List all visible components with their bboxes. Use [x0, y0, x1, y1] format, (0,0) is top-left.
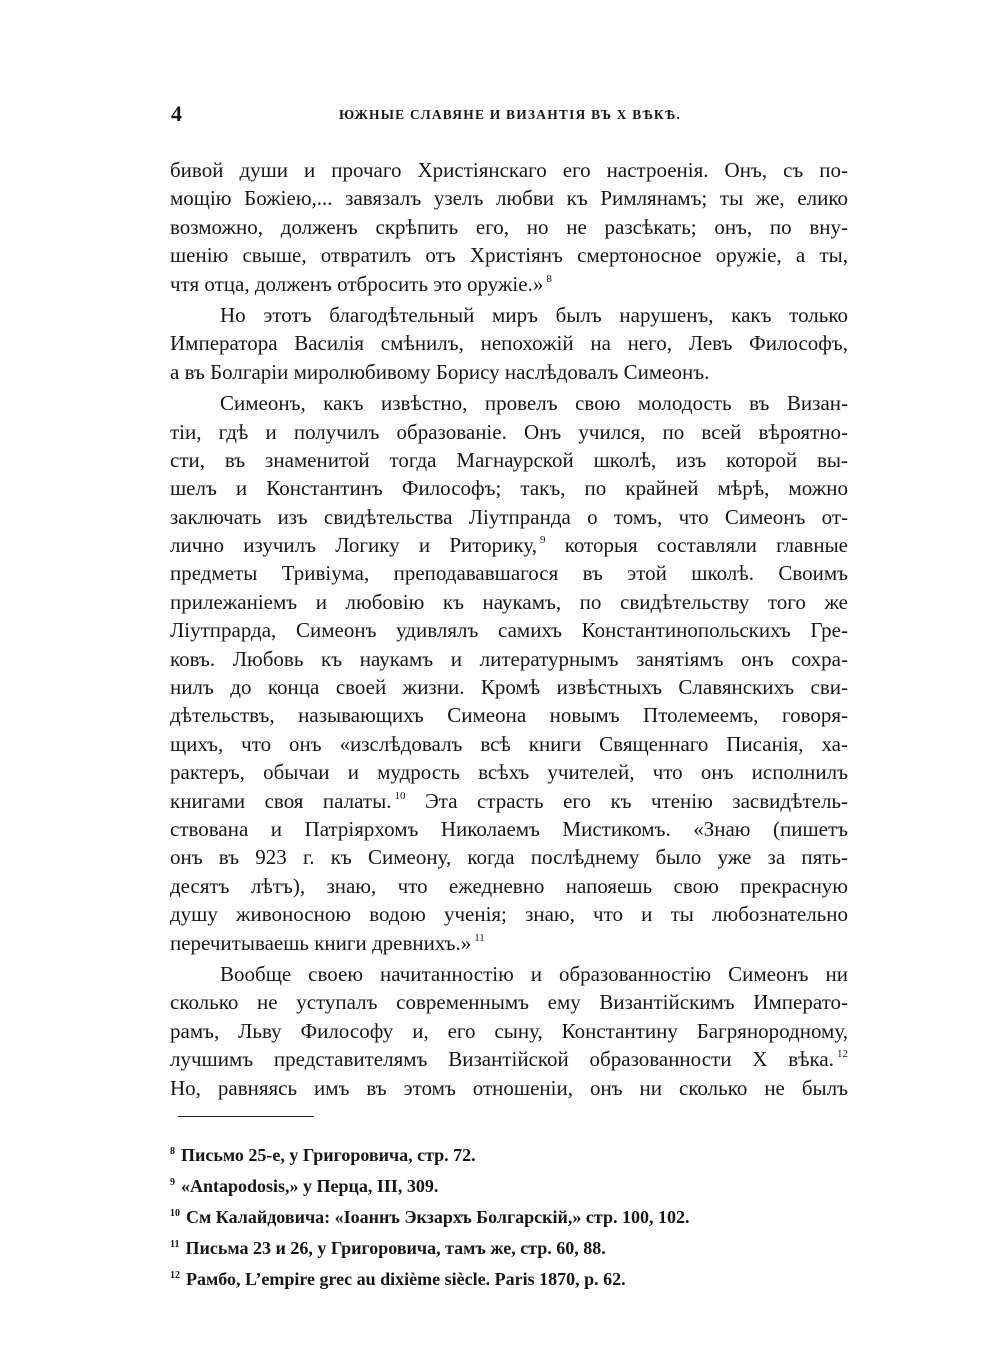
paragraph — [170, 389, 848, 957]
text-line — [170, 645, 848, 673]
text-segment: Императора Василія смѣнилъ, непохожій на него, Левъ Философъ, — [170, 331, 848, 356]
text-line — [170, 730, 848, 758]
text-segment: рактеръ, обычаи и мудрость всѣхъ учителей, что онъ исполнилъ — [170, 760, 848, 785]
text-line — [170, 213, 848, 241]
text-segment: бивой души и прочаго Христіянскаго его настроенія. Онъ, съ по- — [170, 158, 848, 182]
text-segment: а въ Болгаріи миролюбивому Борису наслѣдовалъ Симеонъ. — [170, 359, 710, 384]
text-line — [170, 616, 848, 644]
text-line — [170, 531, 848, 559]
footnote-reference[interactable]: 12 — [837, 1048, 848, 1061]
text-line — [170, 701, 848, 729]
text-segment: Но этотъ благодѣтельный миръ былъ нарушенъ, какъ только — [220, 302, 848, 327]
text-segment: десятъ лѣтъ), знаю, что ежедневно напояешь свою прекрасную — [170, 873, 848, 898]
text-segment: шенію свыше, отвратилъ отъ Христіянъ смертоносное оружіе, а ты, — [170, 243, 848, 268]
text-segment: нилъ до конца своей жизни. Кромѣ извѣстныхъ Славянскихъ сви- — [170, 675, 848, 700]
text-line — [170, 241, 848, 269]
footnote-mark: 8 — [170, 1146, 175, 1157]
text-segment: лучшимъ представителямъ Византійской образованности X вѣка. — [170, 1047, 834, 1072]
paragraph — [170, 960, 848, 1102]
text-line — [170, 503, 848, 531]
text-segment: мощію Божіею,... завязалъ узелъ любви къ Римлянамъ; ты же, елико — [170, 186, 848, 211]
text-line — [170, 900, 848, 928]
page-number: 4 — [171, 101, 182, 126]
text-segment: тіи, гдѣ и получилъ образованіе. Онъ учился, по всей вѣроятно- — [170, 419, 848, 444]
text-segment: Эта страсть его къ чтенію засвидѣтель- — [405, 788, 848, 813]
footnote-mark: 10 — [170, 1208, 180, 1219]
text-segment: ковъ. Любовь къ наукамъ и литературнымъ занятіямъ онъ сохра- — [170, 646, 848, 671]
text-line — [170, 301, 848, 329]
footnote-reference[interactable]: 9 — [539, 534, 546, 547]
running-title: ЮЖНЫЕ СЛАВЯНЕ И ВИЗАНТІЯ ВЪ X ВѢКѢ. — [339, 107, 681, 122]
text-segment: Но, равняясь имъ въ этомъ отношеніи, онъ ни сколько не былъ — [170, 1075, 848, 1100]
text-line — [170, 270, 848, 298]
footnote — [170, 1138, 689, 1169]
text-segment: возможно, долженъ скрѣпить его, но не разсѣкать; онъ, по вну- — [170, 214, 848, 239]
text-segment: Симеонъ, какъ извѣстно, провелъ свою молодость въ Визан- — [220, 391, 848, 416]
text-line — [170, 358, 848, 386]
text-line — [170, 474, 848, 502]
footnote-text: Рамбо, L’empire grec au dixième siècle. Paris 1870, p. 62. — [186, 1269, 626, 1289]
text-line — [170, 758, 848, 786]
text-segment: предметы Тривіума, преподававшагося въ этой школѣ. Своимъ — [170, 561, 848, 586]
text-line — [170, 446, 848, 474]
text-segment: которыя составляли главные — [545, 533, 849, 558]
text-segment: чтя отца, долженъ отбросить это оружіе.» — [170, 271, 544, 296]
text-segment: рамъ, Льву Философу и, его сыну, Константину Багрянородному, — [170, 1018, 848, 1043]
text-line — [170, 988, 848, 1016]
text-line — [170, 156, 848, 184]
text-line — [170, 843, 848, 871]
footnote-text: «Antapodosis,» у Перца, III, 309. — [181, 1176, 439, 1196]
footnote — [170, 1231, 689, 1262]
footnotes — [170, 1138, 689, 1293]
text-segment: шелъ и Константинъ Философъ; такъ, по крайней мѣрѣ, можно — [170, 476, 848, 501]
text-segment: перечитываешь книги древнихъ.» — [170, 930, 472, 955]
body-text — [170, 156, 848, 1102]
footnote-mark: 12 — [170, 1270, 180, 1281]
text-segment: душу живоносною водою ученія; знаю, что и ты любознательно — [170, 902, 848, 927]
text-segment: Вообще своею начитанностію и образованностію Симеонъ ни — [220, 961, 848, 986]
text-segment: лично изучилъ Логику и Риторику, — [170, 533, 537, 558]
footnote-reference[interactable]: 10 — [394, 789, 406, 802]
text-line — [170, 588, 848, 616]
footnote-reference[interactable]: 8 — [546, 272, 552, 285]
text-segment: ствована и Патріярхомъ Николаемъ Мистикомъ. «Знаю (пишетъ — [170, 816, 848, 841]
footnote — [170, 1200, 689, 1231]
paragraph — [170, 156, 848, 298]
text-line — [170, 872, 848, 900]
text-line — [170, 559, 848, 587]
footnote-separator — [178, 1116, 314, 1117]
text-line — [170, 184, 848, 212]
footnote — [170, 1262, 689, 1293]
text-segment: дѣтельствъ, называющихъ Симеона новымъ Птолемеемъ, говоря- — [170, 703, 848, 728]
text-line — [170, 329, 848, 357]
text-line — [170, 787, 848, 815]
text-line — [170, 960, 848, 988]
text-segment: заключать изъ свидѣтельства Ліутпранда о томъ, что Симеонъ от- — [170, 504, 848, 529]
footnote-text: Письмо 25-е, у Григоровича, стр. 72. — [181, 1145, 476, 1165]
footnote-mark: 9 — [170, 1177, 175, 1188]
text-line — [170, 418, 848, 446]
text-line — [170, 1017, 848, 1045]
text-line — [170, 1074, 848, 1102]
paragraph — [170, 301, 848, 386]
footnote-mark: 11 — [170, 1239, 180, 1250]
text-segment: сколько не уступалъ современнымъ ему Византійскимъ Императо- — [170, 990, 848, 1015]
text-segment: онъ въ 923 г. къ Симеону, когда послѣднему было уже за пять- — [170, 845, 848, 870]
text-segment: книгами своя палаты. — [170, 788, 392, 813]
text-segment: сти, въ знаменитой тогда Магнаурской школѣ, изъ которой вы- — [170, 447, 848, 472]
text-line — [170, 389, 848, 417]
text-line — [170, 673, 848, 701]
text-segment: прилежаніемъ и любовію къ наукамъ, по свидѣтельству того же — [170, 589, 848, 614]
text-segment: щихъ, что онъ «изслѣдовалъ всѣ книги Священнаго Писанія, ха- — [170, 731, 848, 756]
footnote — [170, 1169, 689, 1200]
footnote-text: См Калайдовича: «Іоаннъ Экзархъ Болгарскій,» стр. 100, 102. — [186, 1207, 690, 1227]
text-line — [170, 929, 848, 957]
footnote-reference[interactable]: 11 — [474, 931, 485, 944]
text-segment: Ліутпрарда, Симеонъ удивлялъ самихъ Константинопольскихъ Гре- — [170, 618, 848, 643]
text-line — [170, 815, 848, 843]
footnote-text: Письма 23 и 26, у Григоровича, тамъ же, стр. 60, 88. — [185, 1238, 606, 1258]
text-line — [170, 1045, 848, 1073]
